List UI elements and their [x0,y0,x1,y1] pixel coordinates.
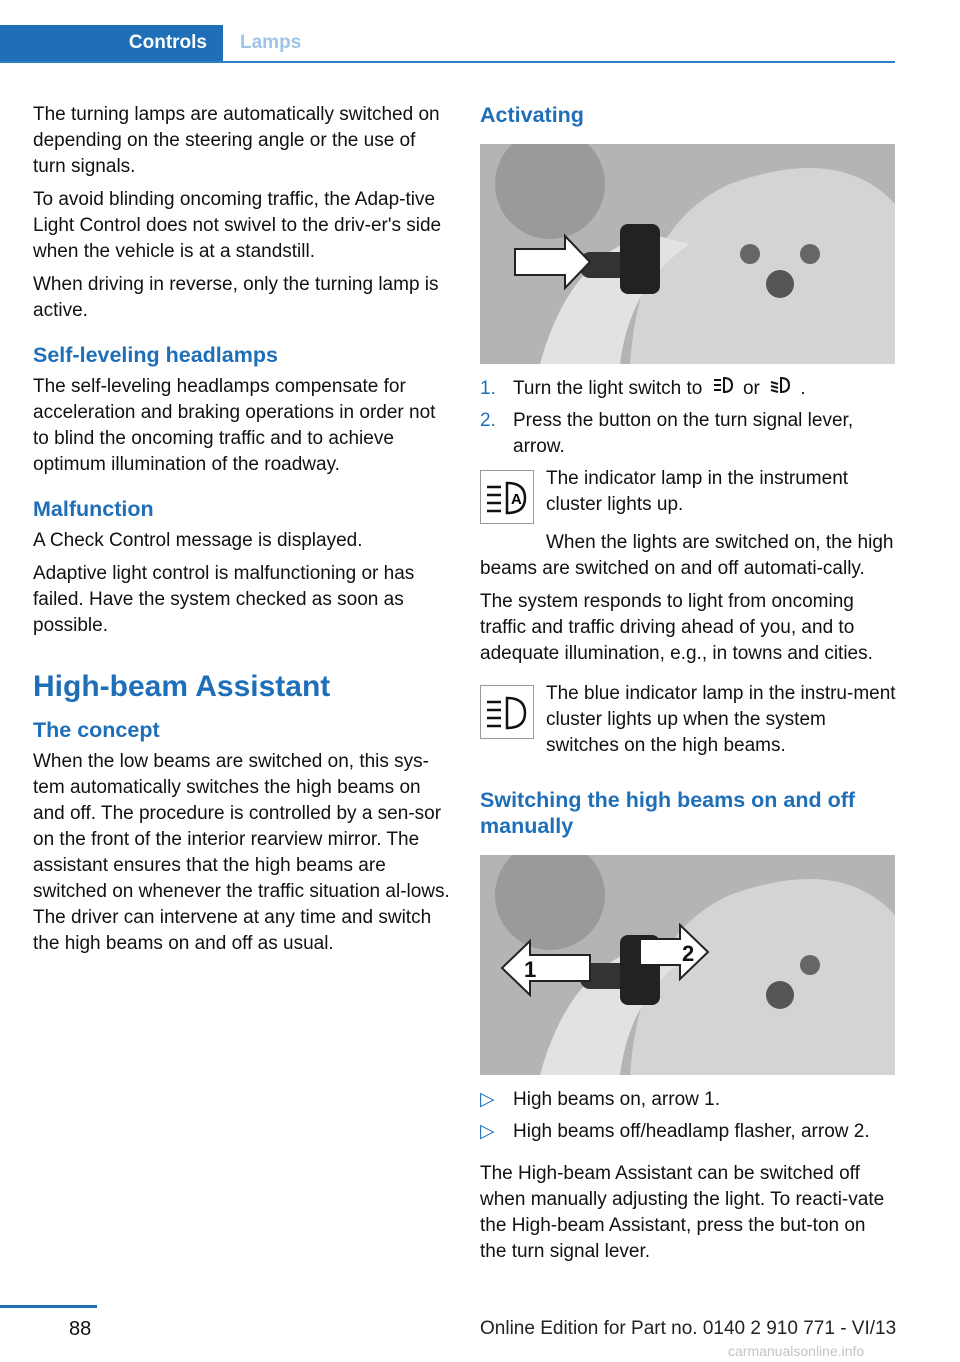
triangle-bullet-icon: ▷ [480,1121,495,1142]
high-beam-indicator-icon [480,685,534,739]
paragraph: To avoid blinding oncoming traffic, the Adap‐tive Light Control does not swivel to the driv‐er's side when the vehicle is at a standstill. [33,189,442,262]
paragraph: The High-beam Assistant can be switched off when manually adjusting the light. To reacti‐vate the High-beam Assistant, press the but‐ton on the turn signal lever. [480,1163,885,1262]
note-text: The blue indicator lamp in the instru‐ment cluster lights up when the system switches on the high beams. [546,683,896,756]
bullet-item [480,1119,896,1145]
headlamp-auto-icon [708,376,738,402]
paragraph: When the low beams are switched on, this sys‐tem automatically switches the high beams on and off. The procedure is controlled by a sen‐sor on the front of the interior rearview mirror. The assistant ensures that the high beams are switched on whenever the traffic situation al‐lows. The driver can intervene at any time and switch the high beams on and off as usual. [33,751,450,954]
bullet-item [480,1087,896,1113]
triangle-bullet-icon: ▷ [480,1089,495,1110]
step-1 [480,376,896,402]
heading-self-leveling: Self-leveling headlamps [33,343,278,367]
header-tab-bar [0,25,895,63]
heading-concept: The concept [33,718,160,742]
paragraph: The turning lamps are automatically switched on depending on the steering angle or the use of turn signals. [33,104,440,177]
high-beam-assistant-indicator-icon [480,470,534,524]
heading-high-beam-assistant: High-beam Assistant [33,670,331,703]
low-beam-icon [765,376,795,402]
indicator-note [480,681,896,759]
svg-text:A: A [511,491,522,508]
step-text: Turn the light switch to [513,378,703,399]
page-number: 88 [69,1318,92,1340]
tab-lamps[interactable]: Lamps [240,32,302,53]
paragraph: A Check Control message is displayed. [33,530,363,551]
left-column [33,102,451,964]
paragraph: The system responds to light from oncoming traffic and traffic driving ahead of you, and to adequate illumination, e.g., in towns and cities. [480,591,873,664]
step-text: Press the button on the turn signal lever, arrow. [513,410,854,457]
bullet-text: High beams off/headlamp flasher, arrow 2. [513,1121,870,1142]
arrow-label-2: 2 [682,941,695,966]
right-column [480,102,896,1272]
steering-wheel-photo-activating [480,144,895,364]
tab-controls[interactable]: Controls [0,25,223,61]
step-2 [480,408,896,460]
indicator-note [480,466,896,526]
note-text: The indicator lamp in the instrument cluster lights up. [546,468,849,515]
step-text: or [742,378,760,399]
arrow-label-1: 1 [524,957,537,982]
step-number: 2. [480,410,496,431]
footer-edition: Online Edition for Part no. 0140 2 910 771 - VI/13 [480,1318,897,1339]
steering-wheel-photo-manual [480,855,895,1075]
heading-malfunction: Malfunction [33,497,154,521]
paragraph: When the lights are switched on, the high beams are switched on and off automati‐cally. [480,532,894,579]
paragraph: Adaptive light control is malfunctioning or has failed. Have the system checked as soon as possible. [33,563,415,636]
heading-activating: Activating [480,103,584,127]
step-text: . [800,378,806,399]
paragraph: When driving in reverse, only the turning lamp is active. [33,274,439,321]
step-number: 1. [480,378,496,399]
watermark: carmanualsonline.info [728,1343,865,1359]
bullet-text: High beams on, arrow 1. [513,1089,720,1110]
heading-manual-switching: Switching the high beams on and off manually [480,788,856,838]
paragraph: The self-leveling headlamps compensate for acceleration and braking operations in order not to blind the oncoming traffic and to achieve optimum illumination of the roadway. [33,376,436,475]
footer-rule [0,1305,97,1308]
